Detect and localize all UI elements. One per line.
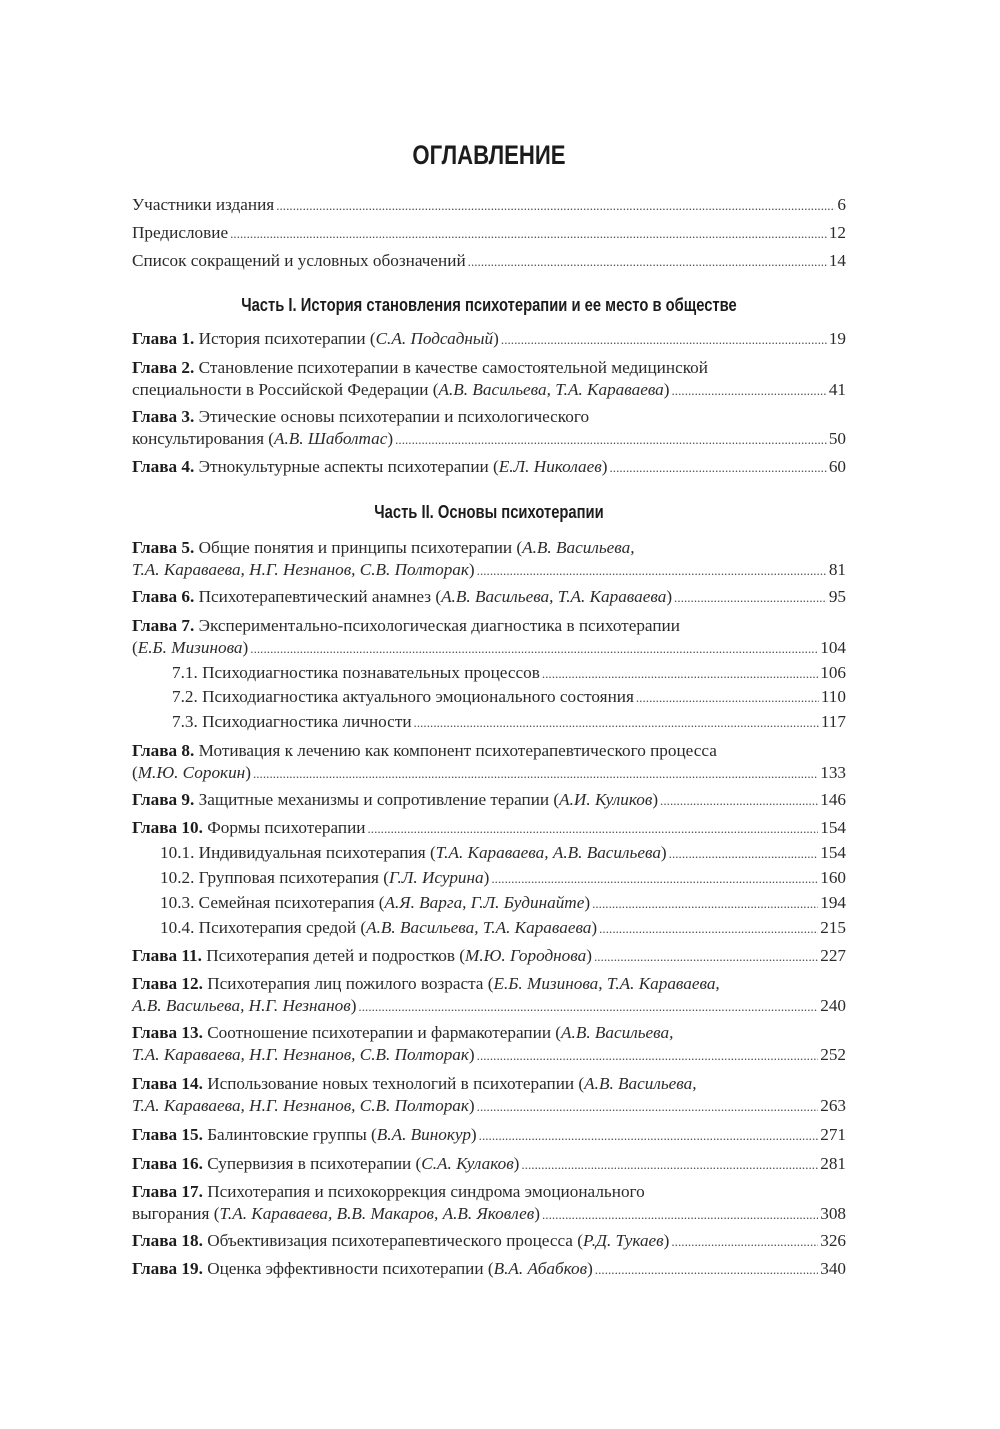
entry-title-text: ) [470, 1125, 477, 1144]
authors: Е.Л. Николаев [498, 457, 602, 476]
dot-leader [599, 917, 818, 940]
toc-chapter-5[interactable] [132, 537, 846, 582]
chapter-label: Глава 19. [132, 1259, 203, 1278]
entry-line [132, 379, 846, 402]
entry-text [132, 1095, 475, 1117]
entry-text [132, 817, 365, 839]
entry-title-text: ) [468, 1045, 475, 1064]
entry-title-text: Объективизация психотерапевтического процесса ( [202, 1231, 583, 1250]
authors: Р.Д. Тукаев [582, 1231, 664, 1250]
toc-entry-preface[interactable] [132, 222, 846, 245]
entry-line [132, 428, 846, 451]
entry-title-text: ) [666, 587, 673, 606]
entry-line [132, 1181, 846, 1203]
entry-line [160, 917, 846, 940]
entry-text [132, 379, 670, 401]
entry-title-text: Экспериментально-психологическая диагностика в психотерапии [194, 616, 680, 635]
entry-text [132, 789, 658, 811]
toc-chapter-13[interactable] [132, 1022, 846, 1067]
chapter-label: Глава 16. [132, 1154, 203, 1173]
entry-text [132, 973, 720, 995]
entry-title-text: Мотивация к лечению как компонент психотерапевтического процесса [194, 741, 717, 760]
part-1-heading: Часть I. История становления психотерапии и ее место в обществе [241, 295, 737, 315]
page-number: 340 [820, 1259, 846, 1278]
entry-text [132, 559, 475, 581]
authors: Т.А. Караваева, Н.Г. Незнанов, С.В. Полторак [132, 560, 469, 579]
entry-text [132, 1022, 673, 1044]
chapter-label: Глава 5. [132, 538, 195, 557]
entry-title-text: ) [591, 918, 598, 937]
entry-text [132, 406, 589, 428]
page-number: 252 [820, 1045, 846, 1064]
toc-section-10-4[interactable] [160, 917, 846, 940]
entry-text [132, 1181, 645, 1203]
dot-leader [477, 1044, 819, 1067]
entry-line [132, 1022, 846, 1044]
entry-title-text: Общие понятия и принципы психотерапии ( [194, 538, 523, 557]
entry-line [132, 789, 846, 812]
entry-title-text: ) [468, 560, 475, 579]
entry-line [132, 1230, 846, 1253]
page-number: 117 [820, 712, 846, 731]
page-number: 104 [820, 638, 846, 657]
entry-title-text: ) [660, 843, 667, 862]
dot-leader [672, 379, 827, 402]
page-number: 41 [828, 380, 846, 399]
chapter-label: Глава 14. [132, 1074, 203, 1093]
entry-text [132, 1258, 593, 1280]
entry-line [132, 615, 846, 637]
entry-line [132, 250, 846, 273]
entry-title-text: Психотерапия лиц пожилого возраста ( [202, 974, 494, 993]
entry-text [132, 995, 356, 1017]
entry-title-text: ) [663, 380, 670, 399]
authors: Т.А. Караваева, В.В. Макаров, А.В. Яковлев [219, 1204, 535, 1223]
chapter-label: Глава 8. [132, 741, 195, 760]
toc-section-10-1[interactable] [160, 842, 846, 865]
entry-text [132, 615, 680, 637]
entry-title-text: ) [587, 1259, 593, 1278]
chapter-label: Глава 15. [132, 1125, 203, 1144]
entry-line [132, 973, 846, 995]
toc-chapter-6[interactable] [132, 586, 846, 609]
chapter-label: Глава 9. [132, 790, 195, 809]
entry-title-text: История психотерапии ( [194, 329, 376, 348]
page-number: 95 [828, 587, 846, 606]
page-number: 106 [820, 663, 846, 682]
entry-text: 7.2. Психодиагностика актуального эмоционального состояния [172, 687, 634, 706]
entry-title-text: Психотерапия детей и подростков ( [201, 946, 466, 965]
entry-title-text: ) [584, 893, 591, 912]
entry-line [160, 842, 846, 865]
authors: А.В. Шаболтас [274, 429, 388, 448]
entry-title-text: ) [350, 996, 357, 1015]
entry-title-text: ) [493, 329, 499, 348]
entry-text [132, 1230, 669, 1252]
authors: В.А. Винокур [376, 1125, 471, 1144]
authors: Е.Б. Мизинова [137, 638, 243, 657]
dot-leader [521, 1153, 818, 1176]
entry-title-text: 10.1. Индивидуальная психотерапия ( [160, 843, 436, 862]
toc-section-7-1[interactable] [172, 662, 846, 685]
entry-line [132, 817, 846, 840]
toc-section-7-2[interactable] [172, 686, 846, 709]
toc-section-7-3[interactable] [172, 711, 846, 734]
dot-leader [594, 945, 818, 968]
entry-text [132, 740, 717, 762]
entry-text: 7.3. Психодиагностика личности [172, 712, 412, 731]
entry-title-text: ) [652, 790, 659, 809]
dot-leader [468, 250, 827, 273]
dot-leader [669, 842, 819, 865]
dot-leader [414, 711, 819, 734]
authors: А.В. Васильева, [584, 1074, 697, 1093]
dot-leader [609, 456, 826, 479]
entry-text [132, 586, 672, 608]
page-number: 227 [820, 946, 846, 965]
dot-leader [276, 194, 835, 217]
entry-line [172, 662, 846, 685]
page-number: 194 [820, 893, 846, 912]
authors: М.Ю. Сорокин [137, 763, 246, 782]
authors: А.В. Васильева, Т.А. Караваева [441, 587, 667, 606]
entry-text [132, 945, 592, 967]
entry-title-text: выгорания ( [132, 1204, 220, 1223]
authors: А.И. Куликов [559, 790, 653, 809]
entry-line [172, 711, 846, 734]
chapter-label: Глава 1. [132, 329, 195, 348]
page-number: 281 [820, 1154, 846, 1173]
entry-text [160, 867, 489, 889]
page-number: 308 [820, 1204, 846, 1223]
dot-leader [542, 662, 818, 685]
chapter-label: Глава 12. [132, 974, 203, 993]
entry-text [132, 537, 635, 559]
page-number: 133 [820, 763, 846, 782]
entry-text [132, 328, 499, 350]
chapter-label: Глава 4. [132, 457, 195, 476]
authors: А.В. Васильева, [561, 1023, 674, 1042]
page-number: 146 [820, 790, 846, 809]
entry-text [160, 842, 667, 864]
chapter-label: Глава 10. [132, 818, 203, 837]
entry-text [132, 1153, 519, 1175]
entry-title-text: ) [387, 429, 394, 448]
chapter-label: Глава 2. [132, 358, 195, 377]
entry-line [132, 559, 846, 582]
toc-chapter-1[interactable] [132, 328, 846, 351]
entry-title-text: ) [513, 1154, 520, 1173]
part-2-heading: Часть II. Основы психотерапии [374, 502, 604, 522]
toc-section-10-2[interactable] [160, 867, 846, 890]
toc-chapter-10[interactable] [132, 817, 846, 840]
entry-line [132, 1124, 846, 1147]
entry-text: Предисловие [132, 223, 229, 242]
entry-title-text: ) [534, 1204, 540, 1223]
toc-entry-abbreviations[interactable] [132, 250, 846, 273]
dot-leader [636, 686, 819, 709]
dot-leader [592, 892, 818, 915]
chapter-label: Глава 17. [132, 1182, 203, 1201]
entry-title-text: Супервизия в психотерапии ( [202, 1154, 422, 1173]
page-number: 14 [828, 251, 846, 270]
dot-leader [542, 1203, 818, 1226]
dot-leader [501, 328, 827, 351]
entry-title-text: ( [132, 763, 138, 782]
authors: М.Ю. Городнова [465, 946, 587, 965]
entry-line [160, 892, 846, 915]
dot-leader [230, 222, 827, 245]
entry-text [132, 456, 607, 478]
entry-title-text: ) [468, 1096, 475, 1115]
page-number: 271 [820, 1125, 846, 1144]
entry-line [132, 740, 846, 762]
chapter-label: Глава 7. [132, 616, 195, 635]
entry-line [132, 586, 846, 609]
page-number: 110 [820, 687, 846, 706]
dot-leader [395, 428, 827, 451]
authors: Т.А. Караваева, А.В. Васильева [435, 843, 661, 862]
page-number: 6 [837, 195, 846, 214]
entry-title-text: ( [132, 638, 138, 657]
entry-text [132, 1203, 540, 1225]
entry-text [132, 1073, 697, 1095]
entry-title-text: ) [245, 763, 251, 782]
chapter-label: Глава 13. [132, 1023, 203, 1042]
toc-chapter-15[interactable] [132, 1124, 846, 1147]
authors: С.А. Подсадный [375, 329, 494, 348]
entry-title-text: ) [601, 457, 608, 476]
entry-title-text: ) [483, 868, 490, 887]
entry-text: 7.1. Психодиагностика познавательных процессов [172, 663, 540, 682]
toc-entry-contributors[interactable] [132, 194, 846, 217]
dot-leader [671, 1230, 818, 1253]
toc-chapter-9[interactable] [132, 789, 846, 812]
entry-title-text: Психотерапевтический анамнез ( [194, 587, 442, 606]
page-number: 263 [820, 1096, 846, 1115]
authors: А.В. Васильева, Т.А. Караваева [366, 918, 592, 937]
toc-chapter-3[interactable] [132, 406, 846, 451]
entry-title-text: ) [242, 638, 249, 657]
entry-text [160, 892, 590, 914]
page-number: 154 [820, 843, 846, 862]
entry-title-text: ) [586, 946, 592, 965]
entry-line [132, 945, 846, 968]
entry-line [132, 1258, 846, 1281]
entry-text [132, 357, 708, 379]
entry-line [132, 357, 846, 379]
page-number: 160 [820, 868, 846, 887]
authors: Г.Л. Исурина [388, 868, 484, 887]
toc-section-10-3[interactable] [160, 892, 846, 915]
chapter-label: Глава 3. [132, 407, 195, 426]
entry-text [132, 1044, 475, 1066]
dot-leader [367, 817, 818, 840]
page-number: 81 [828, 560, 846, 579]
page-number: 19 [828, 329, 846, 348]
page-number: 240 [820, 996, 846, 1015]
entry-title-text: Соотношение психотерапии и фармакотерапии ( [202, 1023, 562, 1042]
authors: Т.А. Караваева, Н.Г. Незнанов, С.В. Полторак [132, 1045, 469, 1064]
entry-line [172, 686, 846, 709]
entry-title-text: Балинтовские группы ( [202, 1125, 377, 1144]
authors: А.В. Васильева, Т.А. Караваева [438, 380, 664, 399]
toc-chapter-14[interactable] [132, 1073, 846, 1118]
dot-leader [595, 1258, 818, 1281]
entry-text: Участники издания [132, 195, 275, 214]
entry-line [132, 194, 846, 217]
entry-title-text: 10.4. Психотерапия средой ( [160, 918, 367, 937]
authors: А.Я. Варга, Г.Л. Будинайте [384, 893, 585, 912]
authors: А.В. Васильева, Н.Г. Незнанов [132, 996, 351, 1015]
entry-title-text: Становление психотерапии в качестве самостоятельной медицинской [194, 358, 708, 377]
dot-leader [477, 1095, 819, 1118]
dot-leader [358, 995, 818, 1018]
entry-line [160, 867, 846, 890]
authors: А.В. Васильева, [522, 538, 635, 557]
entry-text [160, 917, 597, 939]
entry-title-text: Психотерапия и психокоррекция синдрома эмоционального [202, 1182, 645, 1201]
entry-title-text: Этнокультурные аспекты психотерапии ( [194, 457, 499, 476]
page-number: 50 [828, 429, 846, 448]
entry-line [132, 1203, 846, 1226]
entry-title-text: 10.3. Семейная психотерапия ( [160, 893, 385, 912]
entry-title-text: Защитные механизмы и сопротивление терапии ( [194, 790, 560, 809]
entry-text [132, 1124, 477, 1146]
entry-line [132, 1095, 846, 1118]
toc-chapter-18[interactable] [132, 1230, 846, 1253]
dot-leader [479, 1124, 819, 1147]
toc-chapter-4[interactable] [132, 456, 846, 479]
entry-text [132, 762, 251, 784]
toc-chapter-17[interactable] [132, 1181, 846, 1226]
entry-title-text: Формы психотерапии [202, 818, 366, 837]
page-number: 154 [820, 818, 846, 837]
dot-leader [250, 637, 818, 660]
toc-chapter-11[interactable] [132, 945, 846, 968]
entry-line [132, 1073, 846, 1095]
dot-leader [253, 762, 818, 785]
page-number: 215 [820, 918, 846, 937]
entry-title-text: консультирования ( [132, 429, 275, 448]
entry-title-text: Этические основы психотерапии и психологического [194, 407, 590, 426]
entry-line [132, 1153, 846, 1176]
dot-leader [674, 586, 827, 609]
page-number: 60 [828, 457, 846, 476]
entry-title-text: ) [663, 1231, 670, 1250]
entry-line [132, 328, 846, 351]
entry-line [132, 995, 846, 1018]
authors: Е.Б. Мизинова, Т.А. Караваева, [493, 974, 720, 993]
page-number: 12 [828, 223, 846, 242]
dot-leader [477, 559, 827, 582]
toc-chapter-12[interactable] [132, 973, 846, 1018]
entry-line [132, 537, 846, 559]
entry-line [132, 456, 846, 479]
entry-title-text: Оценка эффективности психотерапии ( [202, 1259, 494, 1278]
toc-chapter-7[interactable] [132, 615, 846, 660]
toc-title: ОГЛАВЛЕНИЕ [412, 140, 566, 170]
entry-text [132, 637, 248, 659]
toc-chapter-19[interactable] [132, 1258, 846, 1281]
entry-text [132, 428, 393, 450]
authors: Т.А. Караваева, Н.Г. Незнанов, С.В. Полторак [132, 1096, 469, 1115]
chapter-label: Глава 18. [132, 1231, 203, 1250]
authors: С.А. Кулаков [421, 1154, 514, 1173]
entry-line [132, 1044, 846, 1067]
entry-line [132, 762, 846, 785]
entry-line [132, 222, 846, 245]
entry-line [132, 406, 846, 428]
toc-chapter-8[interactable] [132, 740, 846, 785]
entry-title-text: специальности в Российской Федерации ( [132, 380, 439, 399]
entry-line [132, 637, 846, 660]
entry-title-text: Использование новых технологий в психотерапии ( [202, 1074, 585, 1093]
authors: В.А. Абабков [493, 1259, 588, 1278]
page-number: 326 [820, 1231, 846, 1250]
dot-leader [660, 789, 818, 812]
entry-title-text: 10.2. Групповая психотерапия ( [160, 868, 389, 887]
chapter-label: Глава 11. [132, 946, 202, 965]
chapter-label: Глава 6. [132, 587, 195, 606]
toc-chapter-2[interactable] [132, 357, 846, 402]
toc-chapter-16[interactable] [132, 1153, 846, 1176]
dot-leader [491, 867, 818, 890]
entry-text: Список сокращений и условных обозначений [132, 251, 466, 270]
